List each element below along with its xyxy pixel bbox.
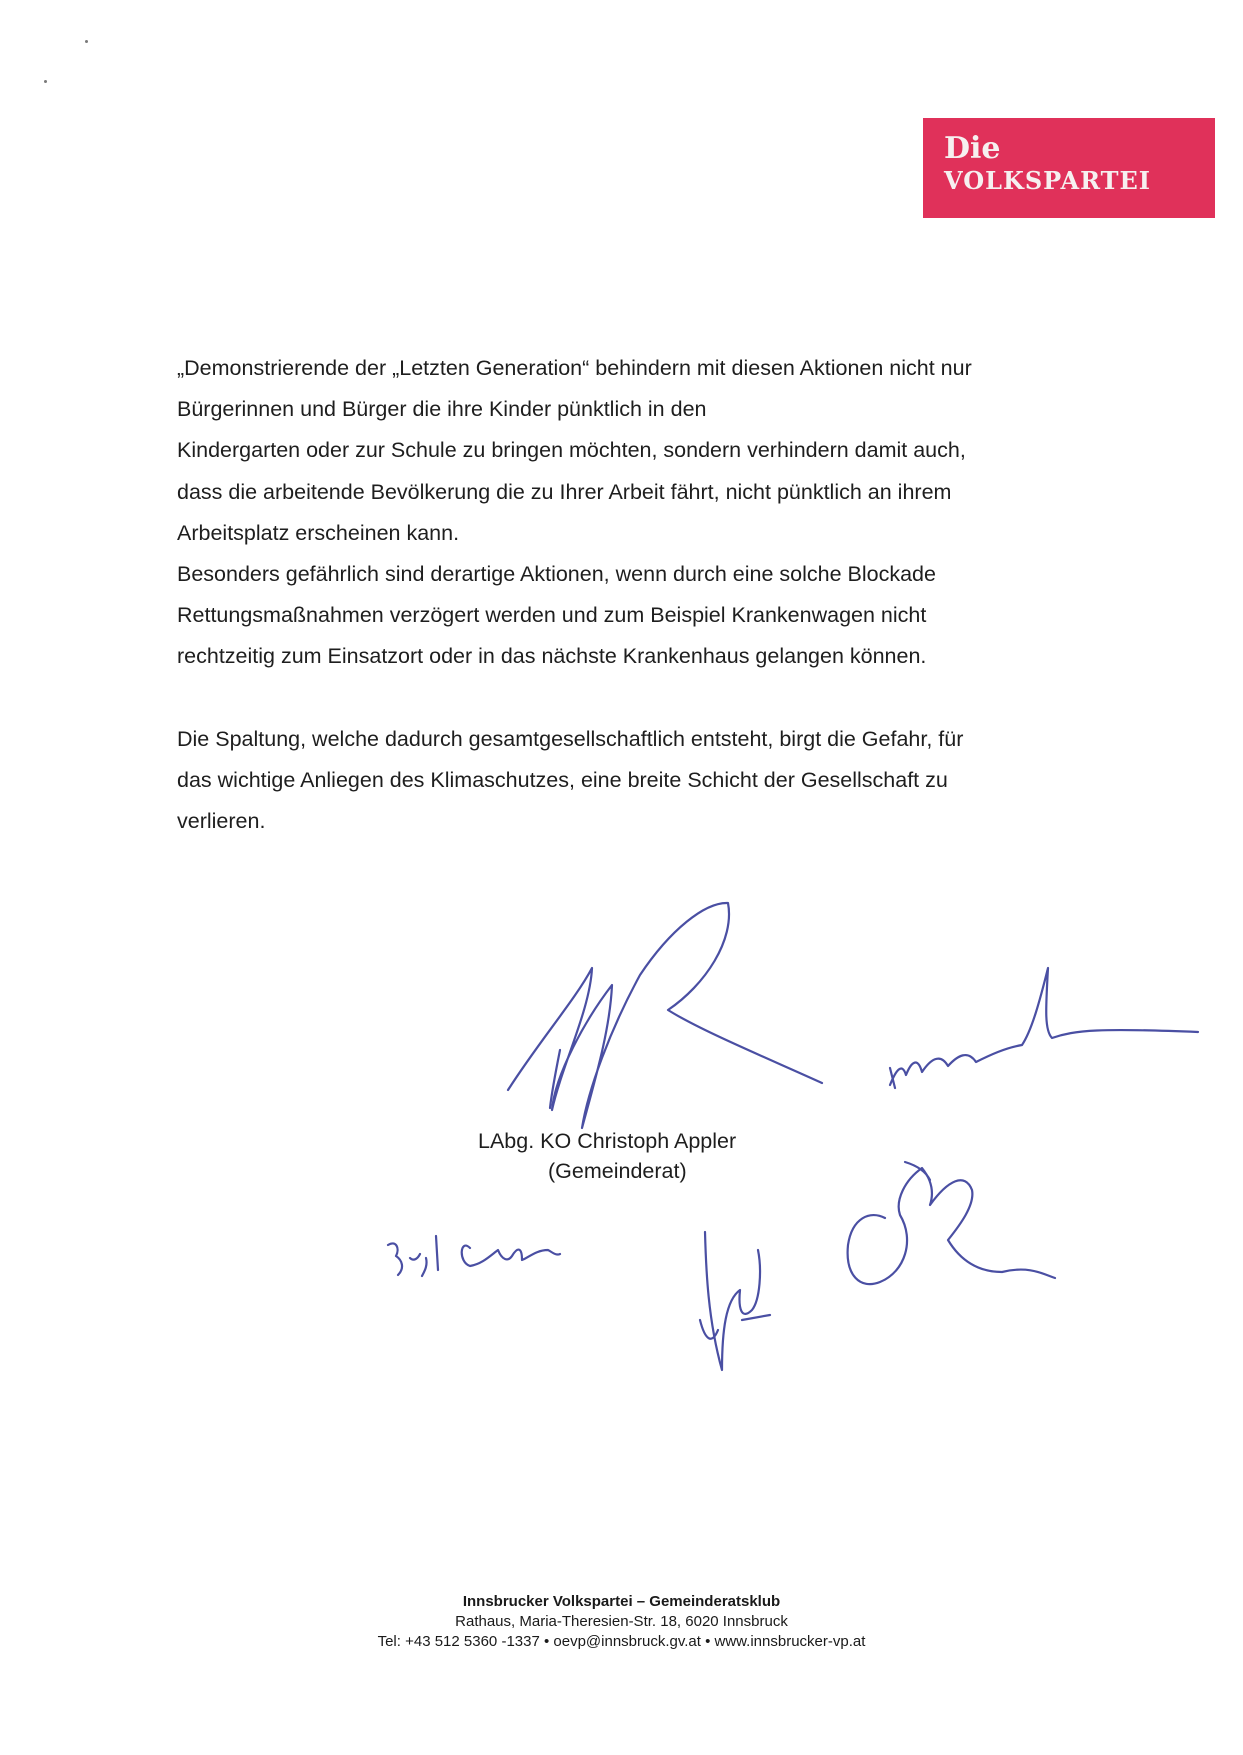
text-line: rechtzeitig zum Einsatzort oder in das nächste Krankenhaus gelangen können. xyxy=(177,644,927,669)
text-line: dass die arbeitende Bevölkerung die zu Ihrer Arbeit fährt, nicht pünktlich an ihrem xyxy=(177,479,952,504)
text-line: Rettungsmaßnahmen verzögert werden und zum Beispiel Krankenwagen nicht xyxy=(177,603,927,628)
text-line: Arbeitsplatz erscheinen kann. xyxy=(177,520,460,545)
signer-name: LAbg. KO Christoph Appler xyxy=(478,1129,737,1153)
text-line: verlieren. xyxy=(177,809,266,834)
signature-main xyxy=(508,903,822,1128)
footer-organization: Innsbrucker Volkspartei – Gemeinderatsklub xyxy=(462,1593,781,1610)
signature-bottom-right xyxy=(848,1168,1055,1284)
signature-top-right xyxy=(890,968,1198,1085)
footer-contact: Tel: +43 512 5360 -1337 • oevp@innsbruck.gv.at • www.innsbrucker-vp.at xyxy=(377,1633,866,1650)
signature-bottom-middle xyxy=(700,1232,770,1370)
signature-bottom-left xyxy=(388,1236,560,1276)
text-line: Bürgerinnen und Bürger die ihre Kinder pünktlich in den xyxy=(177,397,707,422)
signer-role: (Gemeinderat) xyxy=(548,1159,687,1183)
logo-text-volkspartei: VOLKSPARTEI xyxy=(944,166,1151,195)
footer-address: Rathaus, Maria-Theresien-Str. 18, 6020 Innsbruck xyxy=(455,1613,788,1630)
text-line: Die Spaltung, welche dadurch gesamtgesellschaftlich entsteht, birgt die Gefahr, für xyxy=(177,726,964,751)
text-line: das wichtige Anliegen des Klimaschutzes, eine breite Schicht der Gesellschaft zu xyxy=(177,767,948,792)
letter-footer xyxy=(0,1592,1243,1652)
text-line: Besonders gefährlich sind derartige Aktionen, wenn durch eine solche Blockade xyxy=(177,562,936,587)
logo-text-die: Die xyxy=(944,131,1001,166)
text-line: „Demonstrierende der „Letzten Generation“ behindern mit diesen Aktionen nicht nur xyxy=(177,356,972,380)
text-line: Kindergarten oder zur Schule zu bringen möchten, sondern verhindern damit auch, xyxy=(177,438,966,463)
